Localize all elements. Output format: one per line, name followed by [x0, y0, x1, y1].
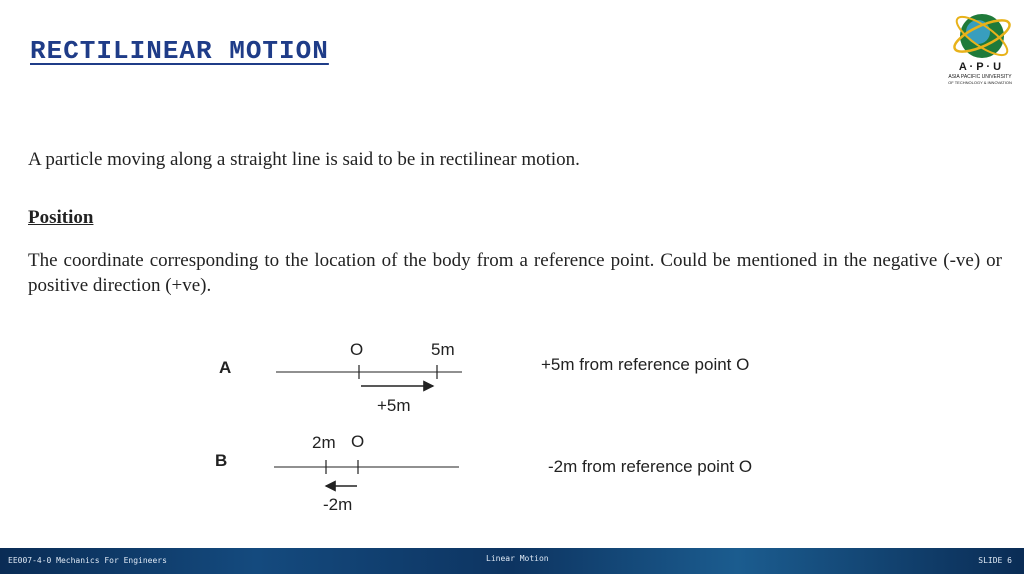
- logo-subtext-2: OF TECHNOLOGY & INNOVATION: [948, 80, 1012, 85]
- slide-title: RECTILINEAR MOTION: [30, 36, 329, 66]
- tick-label-5m: 5m: [431, 340, 455, 359]
- origin-label-b: O: [351, 432, 365, 451]
- footer-course: EE007-4-0 Mechanics For Engineers: [8, 556, 167, 565]
- position-definition: The coordinate corresponding to the location of the body from a reference point. Could be mentioned in the negative (-ve) or positive direction (+ve).: [28, 250, 1002, 296]
- arrow-label-a: +5m: [377, 396, 411, 415]
- arrow-label-b: -2m: [323, 495, 353, 514]
- footer-topic: Linear Motion: [486, 554, 549, 563]
- description-a: +5m from reference point O: [541, 355, 750, 374]
- footer-slide-number: SLIDE 6: [978, 556, 1012, 565]
- diagram-label-b: B: [215, 451, 228, 470]
- description-b: -2m from reference point O: [548, 457, 753, 476]
- intro-text: A particle moving along a straight line is said to be in rectilinear motion.: [28, 149, 580, 170]
- diagram-label-a: A: [219, 358, 232, 377]
- position-heading: Position: [28, 207, 94, 228]
- origin-label-a: O: [350, 340, 364, 359]
- logo-text: A · P · U: [958, 61, 1002, 73]
- logo-subtext: ASIA PACIFIC UNIVERSITY: [948, 74, 1012, 80]
- footer-bar: [0, 548, 1024, 574]
- tick-label-2m: 2m: [312, 433, 336, 452]
